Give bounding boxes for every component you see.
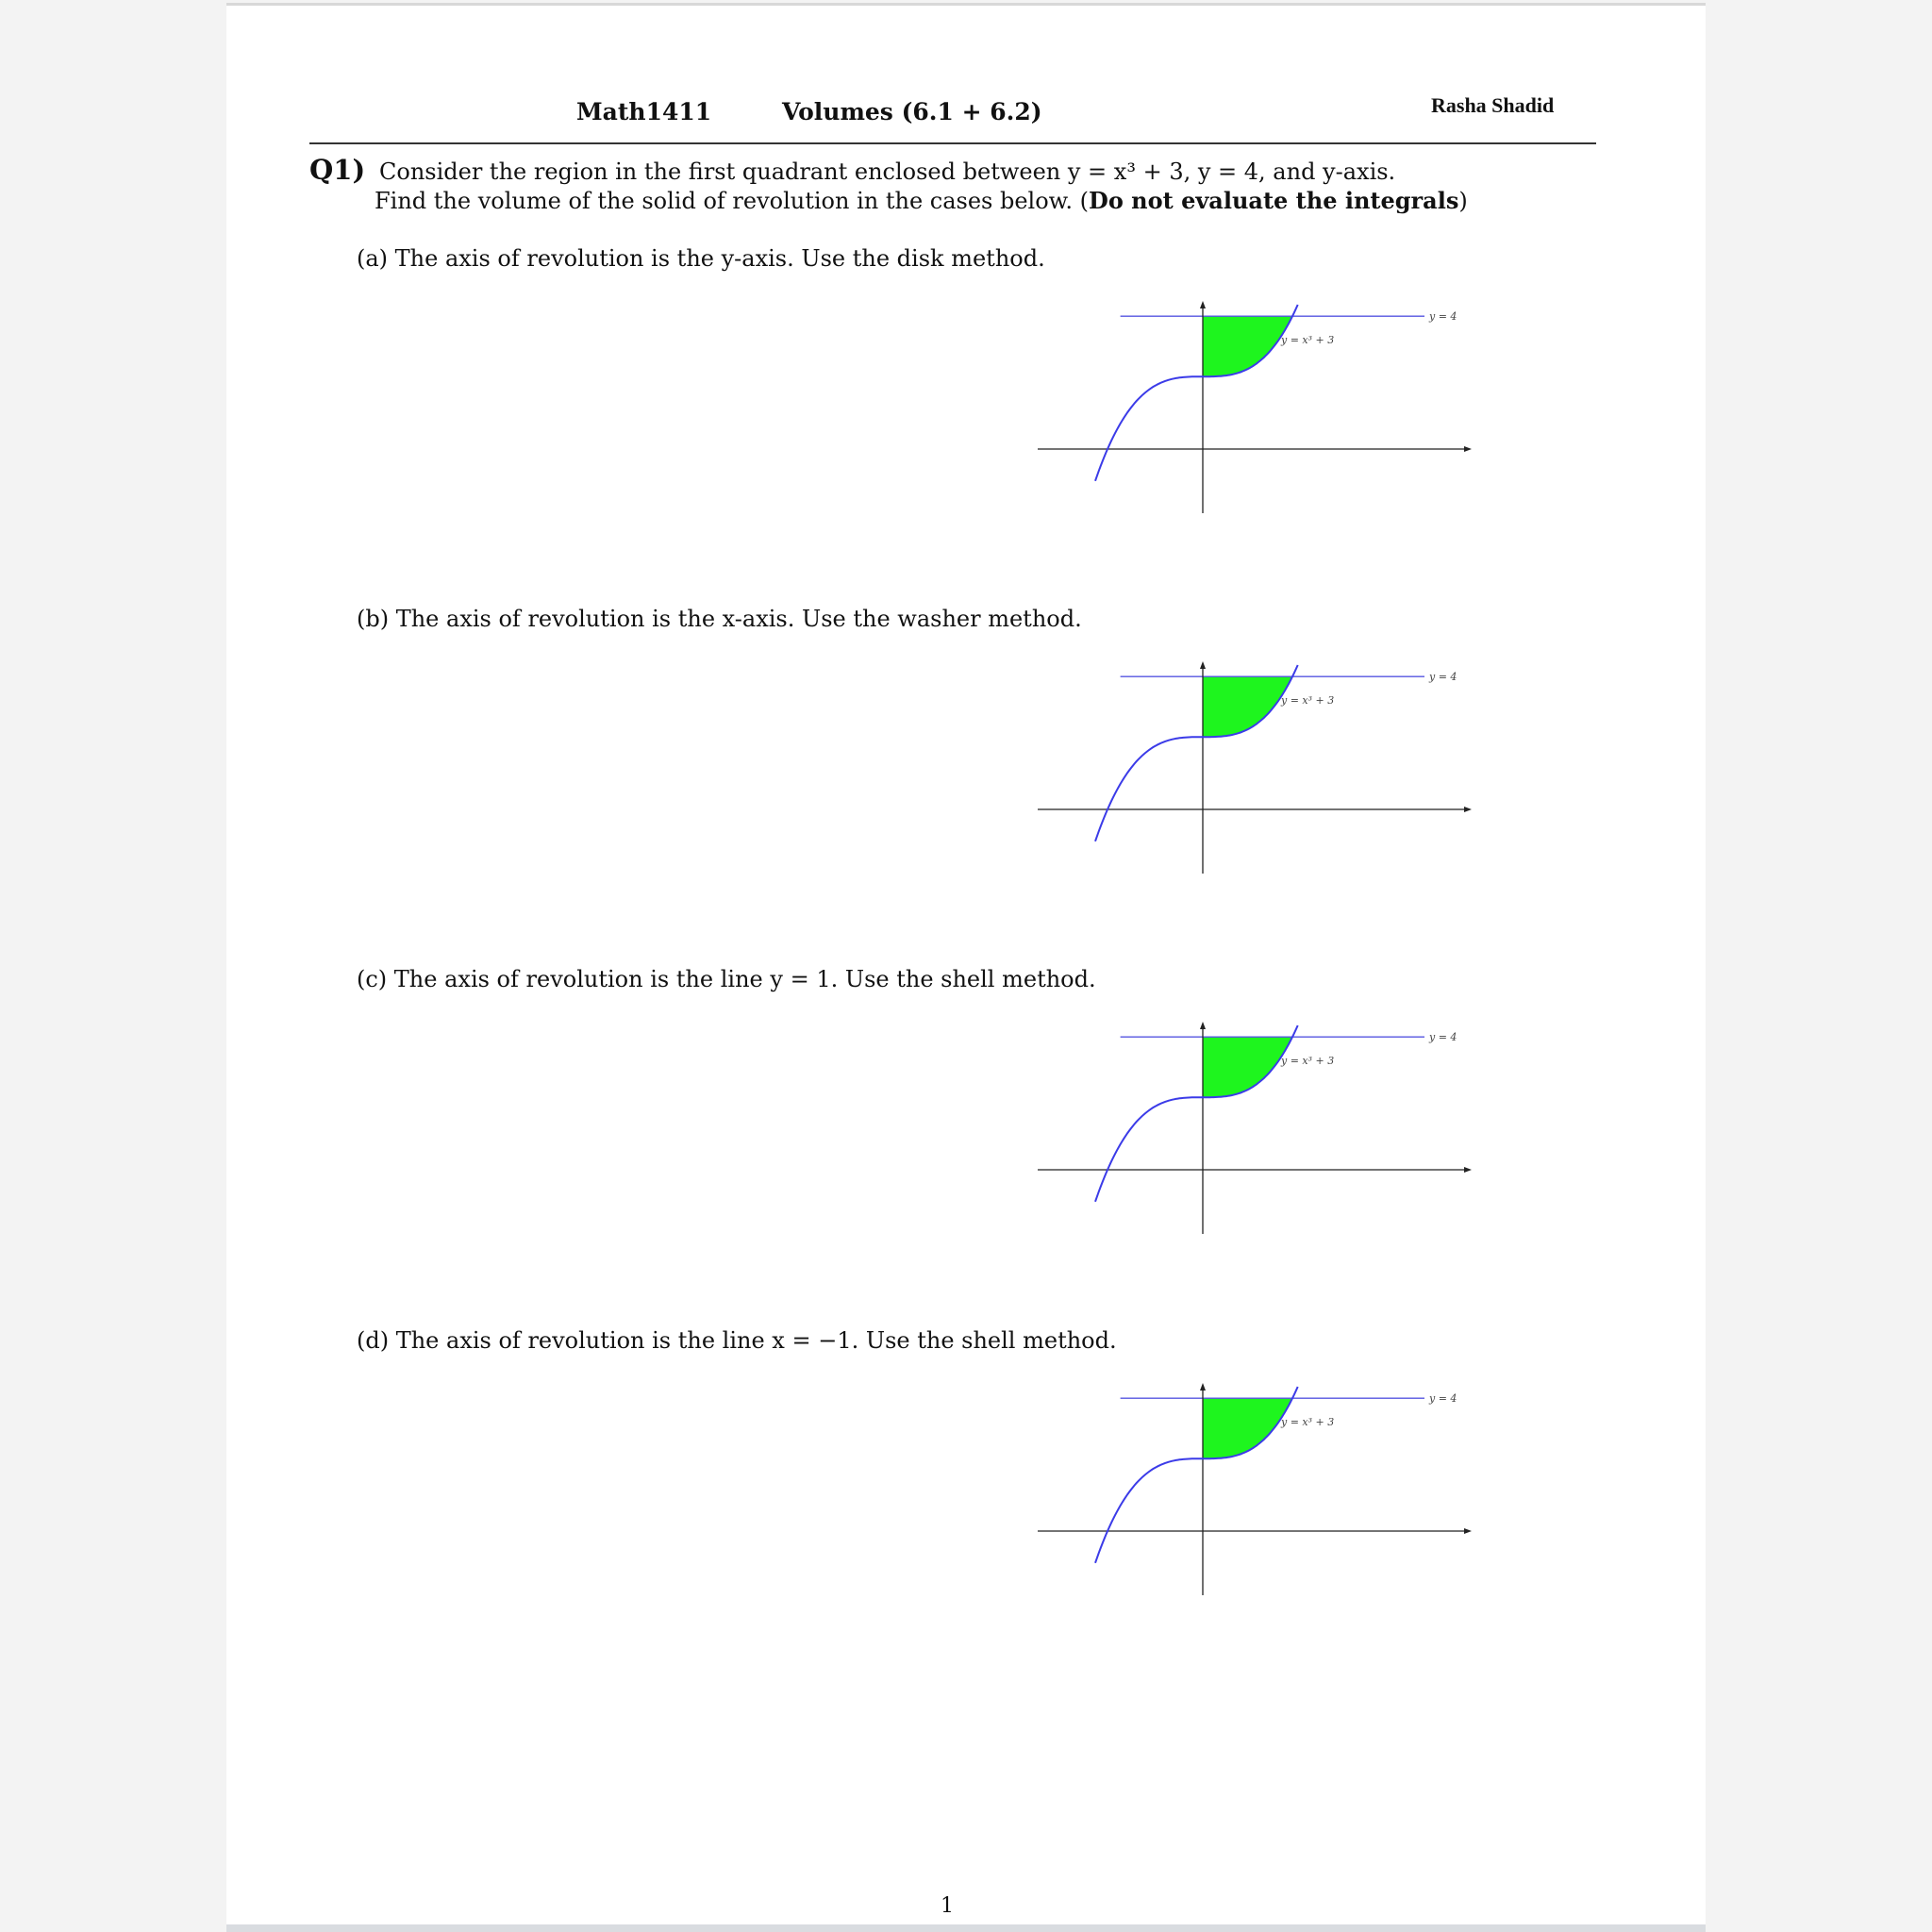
y-axis-arrow-icon bbox=[1200, 1022, 1206, 1029]
line-label: y = 4 bbox=[1429, 671, 1457, 684]
curve-label: y = x³ + 3 bbox=[1281, 1416, 1335, 1428]
figure-part-c bbox=[1038, 1019, 1491, 1245]
topic-title: Volumes (6.1 + 6.2) bbox=[782, 98, 1042, 125]
part-d-text: (d) The axis of revolution is the line x = −1. Use the shell method. bbox=[357, 1327, 1117, 1354]
shaded-region bbox=[1203, 1037, 1292, 1097]
curve-label: y = x³ + 3 bbox=[1281, 1055, 1335, 1067]
curve-label: y = x³ + 3 bbox=[1281, 334, 1335, 346]
line-label: y = 4 bbox=[1429, 1392, 1457, 1406]
x-axis-arrow-icon bbox=[1464, 807, 1472, 812]
question-line2-prefix: Find the volume of the solid of revolution in the cases below. ( bbox=[375, 188, 1089, 214]
x-axis-arrow-icon bbox=[1464, 446, 1472, 452]
x-axis-arrow-icon bbox=[1464, 1167, 1472, 1173]
part-b-text: (b) The axis of revolution is the x-axis. Use the washer method. bbox=[357, 606, 1082, 632]
line-label: y = 4 bbox=[1429, 1031, 1457, 1044]
question-label: Q1) bbox=[309, 154, 366, 186]
question-text-line1: Consider the region in the first quadrant enclosed between y = x³ + 3, y = 4, and y-axis. bbox=[379, 158, 1396, 185]
question-line2-bold: Do not evaluate the integrals bbox=[1089, 187, 1459, 214]
figure-part-d bbox=[1038, 1380, 1491, 1607]
shaded-region bbox=[1203, 676, 1292, 737]
page-number: 1 bbox=[941, 1894, 954, 1918]
part-c-text: (c) The axis of revolution is the line y = 1. Use the shell method. bbox=[357, 966, 1096, 992]
document-page bbox=[226, 3, 1706, 1926]
viewer-bottom-bar bbox=[226, 1924, 1706, 1932]
shaded-region bbox=[1203, 1398, 1292, 1458]
line-label: y = 4 bbox=[1429, 310, 1457, 324]
question-line2-suffix: ) bbox=[1458, 188, 1468, 214]
question-text-line2 bbox=[375, 187, 1468, 214]
y-axis-arrow-icon bbox=[1200, 301, 1206, 308]
part-a-text: (a) The axis of revolution is the y-axis. Use the disk method. bbox=[357, 245, 1045, 272]
x-axis-arrow-icon bbox=[1464, 1528, 1472, 1534]
y-axis-arrow-icon bbox=[1200, 1383, 1206, 1391]
figure-part-a bbox=[1038, 298, 1491, 525]
shaded-region bbox=[1203, 316, 1292, 376]
curve-label: y = x³ + 3 bbox=[1281, 694, 1335, 707]
course-title: Math1411 bbox=[576, 98, 712, 125]
y-axis-arrow-icon bbox=[1200, 661, 1206, 669]
author-name: Rasha Shadid bbox=[1431, 93, 1555, 117]
header-divider bbox=[309, 142, 1596, 144]
figure-part-b bbox=[1038, 658, 1491, 885]
